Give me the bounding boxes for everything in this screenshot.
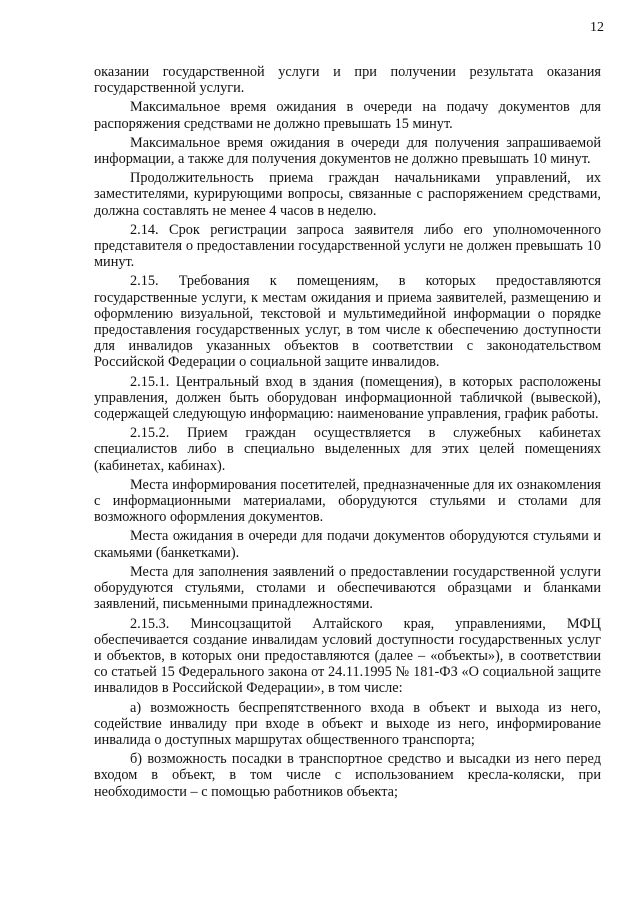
paragraph-2-15: 2.15. Требования к помещениям, в которых предоставляются государственные услуги, к местам ожидания и приема заявителей, размещению и оформлению визуальной, текстовой и мультимедийной информации о порядке предоставления государственных услуг, в том числе к обеспечению доступности для инвалидов указанных объектов в соответствии с законодательством Российской Федерации о социальной защите инвалидов. (94, 273, 601, 371)
paragraph-information-places: Места информирования посетителей, предназначенные для их ознакомления с информационными материалами, оборудуются стульями и столами для возможного оформления документов. (94, 476, 601, 526)
paragraph-waiting-places: Места ожидания в очереди для подачи документов оборудуются стульями и скамьями (банкетками). (94, 528, 601, 561)
paragraph-max-wait-documents: Максимальное время ожидания в очереди на подачу документов для распоряжения средствами не должно превышать 15 минут. (94, 99, 601, 132)
paragraph-item-b: б) возможность посадки в транспортное средство и высадки из него перед входом в объект, в том числе с использованием кресла-коляски, при необходимости – с помощью работников объекта; (94, 751, 601, 800)
paragraph-2-15-2: 2.15.2. Прием граждан осуществляется в служебных кабинетах специалистов либо в специально выделенных для этих целей помещениях (кабинетах, кабинах). (94, 425, 601, 474)
paragraph-max-wait-information: Максимальное время ожидания в очереди для получения запрашиваемой информации, а также для получения документов не должно превышать 10 минут. (94, 134, 601, 168)
paragraph-continuation: оказании государственной услуги и при получении результата оказания государственной услуги. (94, 64, 601, 97)
paragraph-2-15-3: 2.15.3. Минсоцзащитой Алтайского края, управлениями, МФЦ обеспечивается создание инвалидам условий доступности государственных услуг и объектов, в которых они предоставляются (далее – «объекты»), в соответствии со статьей 15 Федерального закона от 24.11.1995 № 181-ФЗ «О социальной защите инвалидов в Российской Федерации», в том числе: (94, 615, 601, 697)
page-number: 12 (590, 20, 604, 35)
paragraph-2-14: 2.14. Срок регистрации запроса заявителя либо его уполномоченного представителя о предоставлении государственной услуги не должен превышать 10 минут. (94, 221, 601, 271)
page-body (94, 64, 601, 803)
paragraph-2-15-1: 2.15.1. Центральный вход в здания (помещения), в которых расположены управления, должен быть оборудован информационной табличкой (вывеской), содержащей следующую информацию: наименование управления, график работы. (94, 373, 601, 423)
paragraph-filling-places: Места для заполнения заявлений о предоставлении государственной услуги оборудуются стульями, столами и обеспечиваются образцами и бланками заявлений, письменными принадлежностями. (94, 563, 601, 613)
paragraph-reception-duration: Продолжительность приема граждан начальниками управлений, их заместителями, курирующими вопросы, связанные с распоряжением средствами, должна составлять не менее 4 часов в неделю. (94, 170, 601, 219)
paragraph-item-a: а) возможность беспрепятственного входа в объект и выхода из него, содействие инвалиду при входе в объект и выходе из него, информирование инвалида о доступных маршрутах общественного транспорта; (94, 699, 601, 748)
